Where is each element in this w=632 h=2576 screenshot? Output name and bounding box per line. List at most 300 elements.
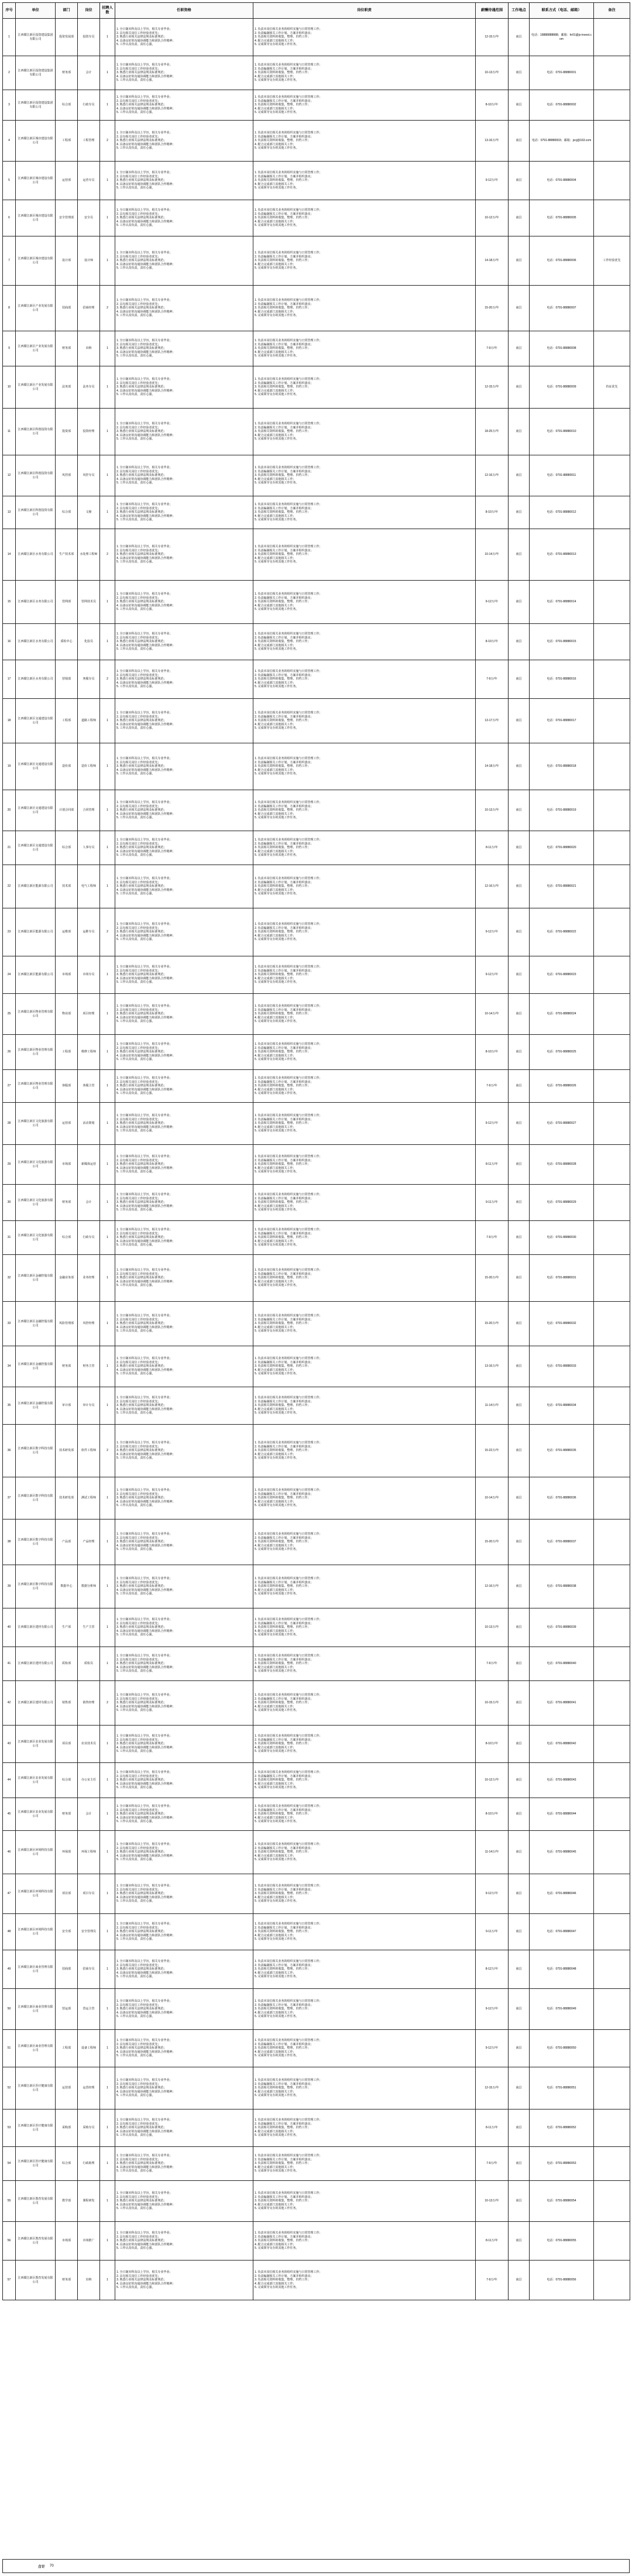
row-unit: 江西赣江新区建材有限公司 bbox=[16, 1608, 56, 1647]
row-count: 1 bbox=[100, 790, 115, 831]
row-note bbox=[594, 994, 630, 1035]
row-contact: 电话：0791-88880020 bbox=[530, 831, 594, 865]
row-duty: 1. 负责本岗位相关业务的组织实施与日常管理工作； 2. 负责编制相关工作计划、方案并组织落实； 3. 负责相关资料的收集、整理、归档工作； 4. 配合完成部门其他相关工作； 5. 完成领导交办的其他工作任务。 bbox=[253, 1425, 476, 1477]
row-place: 南昌 bbox=[509, 1681, 530, 1726]
row-qualification: 1. 全日制本科及以上学历，相关专业毕业； 2. 具有相关岗位工作经验者优先； 3. 熟悉行业相关法律法规及标准规范； 4. 具备良好的沟通协调能力和团队合作精神； 5. 工作认真负责，责任心强。 bbox=[115, 994, 253, 1035]
row-number: 48 bbox=[3, 1914, 16, 1950]
row-note bbox=[594, 1145, 630, 1185]
row-contact: 电话：0791-88880051 bbox=[530, 2067, 594, 2109]
row-note bbox=[594, 90, 630, 121]
header-row bbox=[3, 3, 630, 19]
row-contact: 电话：0791-88880034 bbox=[530, 1387, 594, 1425]
row-note bbox=[594, 1647, 630, 1681]
row-note bbox=[594, 699, 630, 743]
row-place: 南昌 bbox=[509, 2181, 530, 2222]
row-count: 1 bbox=[100, 865, 115, 908]
row-number: 32 bbox=[3, 1255, 16, 1302]
row-salary: 7-9万/年 bbox=[476, 1221, 509, 1255]
row-unit: 江西赣江新区科创投资有限公司 bbox=[16, 496, 56, 529]
row-contact: 电话：0791-88880024 bbox=[530, 994, 594, 1035]
table-row bbox=[3, 200, 630, 236]
row-duty: 1. 负责本岗位相关业务的组织实施与日常管理工作； 2. 负责编制相关工作计划、方案并组织落实； 3. 负责相关资料的收集、整理、归档工作； 4. 配合完成部门其他相关工作； 5. 完成领导交办的其他工作任务。 bbox=[253, 699, 476, 743]
row-duty: 1. 负责本岗位相关业务的组织实施与日常管理工作； 2. 负责编制相关工作计划、方案并组织落实； 3. 负责相关资料的收集、整理、归档工作； 4. 配合完成部门其他相关工作； 5. 完成领导交办的其他工作任务。 bbox=[253, 236, 476, 286]
row-count: 1 bbox=[100, 2109, 115, 2147]
row-contact: 电话：0791-88880036 bbox=[530, 1477, 594, 1519]
row-count: 1 bbox=[100, 200, 115, 236]
row-place: 南昌 bbox=[509, 581, 530, 624]
row-salary: 9-11万/年 bbox=[476, 1914, 509, 1950]
row-place: 南昌 bbox=[509, 1565, 530, 1608]
row-note bbox=[594, 865, 630, 908]
table-row bbox=[3, 994, 630, 1035]
row-contact: 电话：0791-88880022 bbox=[530, 908, 594, 956]
row-salary: 9-12万/年 bbox=[476, 1989, 509, 2030]
row-number: 45 bbox=[3, 1798, 16, 1831]
row-contact: 电话：0791-88880031 bbox=[530, 1255, 594, 1302]
row-note bbox=[594, 162, 630, 200]
row-note bbox=[594, 831, 630, 865]
row-unit: 江西赣江新区能源有限公司 bbox=[16, 865, 56, 908]
row-place: 南昌 bbox=[509, 1070, 530, 1103]
row-position: 人事专员 bbox=[78, 831, 100, 865]
row-salary: 9-12万/年 bbox=[476, 581, 509, 624]
row-place: 南昌 bbox=[509, 496, 530, 529]
row-salary: 11-14万/年 bbox=[476, 1387, 509, 1425]
table-row bbox=[3, 1798, 630, 1831]
table-row bbox=[3, 1302, 630, 1346]
row-duty: 1. 负责本岗位相关业务的组织实施与日常管理工作； 2. 负责编制相关工作计划、方案并组织落实； 3. 负责相关资料的收集、整理、归档工作； 4. 配合完成部门其他相关工作； 5. 完成领导交办的其他工作任务。 bbox=[253, 90, 476, 121]
row-qualification: 1. 全日制本科及以上学历，相关专业毕业； 2. 具有相关岗位工作经验者优先； 3. 熟悉行业相关法律法规及标准规范； 4. 具备良好的沟通协调能力和团队合作精神； 5. 工作认真负责，责任心强。 bbox=[115, 366, 253, 409]
row-position: 市场专员 bbox=[78, 956, 100, 994]
row-qualification: 1. 全日制本科及以上学历，相关专业毕业； 2. 具有相关岗位工作经验者优先； 3. 熟悉行业相关法律法规及标准规范； 4. 具备良好的沟通协调能力和团队合作精神； 5. 工作认真负责，责任心强。 bbox=[115, 2109, 253, 2147]
row-number: 23 bbox=[3, 908, 16, 956]
row-contact: 电话：0791-88880015 bbox=[530, 624, 594, 660]
row-number: 1 bbox=[3, 19, 16, 56]
row-position: 财务主管 bbox=[78, 1346, 100, 1387]
row-salary: 9-12万/年 bbox=[476, 956, 509, 994]
row-count: 1 bbox=[100, 1185, 115, 1221]
row-count: 2 bbox=[100, 1425, 115, 1477]
row-qualification: 1. 全日制本科及以上学历，相关专业毕业； 2. 具有相关岗位工作经验者优先； 3. 熟悉行业相关法律法规及标准规范； 4. 具备良好的沟通协调能力和团队合作精神； 5. 工作认真负责，责任心强。 bbox=[115, 56, 253, 90]
row-qualification: 1. 全日制本科及以上学历，相关专业毕业； 2. 具有相关岗位工作经验者优先； 3. 熟悉行业相关法律法规及标准规范； 4. 具备良好的沟通协调能力和团队合作精神； 5. 工作认真负责，责任心强。 bbox=[115, 162, 253, 200]
row-note bbox=[594, 1798, 630, 1831]
row-contact: 电话：0791-88880029 bbox=[530, 1185, 594, 1221]
table-row bbox=[3, 2109, 630, 2147]
row-unit: 江西赣江新区水务有限公司 bbox=[16, 624, 56, 660]
row-salary: 7-9万/年 bbox=[476, 2261, 509, 2300]
row-note bbox=[594, 1763, 630, 1798]
row-number: 3 bbox=[3, 90, 16, 121]
row-contact: 电话：0791-88880016 bbox=[530, 660, 594, 699]
row-contact: 电话：0791-88880010 bbox=[530, 409, 594, 455]
row-salary: 10-14万/年 bbox=[476, 1477, 509, 1519]
row-duty: 1. 负责本岗位相关业务的组织实施与日常管理工作； 2. 负责编制相关工作计划、方案并组织落实； 3. 负责相关资料的收集、整理、归档工作； 4. 配合完成部门其他相关工作； 5. 完成领导交办的其他工作任务。 bbox=[253, 1145, 476, 1185]
table-row bbox=[3, 831, 630, 865]
row-number: 14 bbox=[3, 529, 16, 581]
row-dept: 投资发展部 bbox=[56, 19, 78, 56]
row-qualification: 1. 全日制本科及以上学历，相关专业毕业； 2. 具有相关岗位工作经验者优先； 3. 熟悉行业相关法律法规及标准规范； 4. 具备良好的沟通协调能力和团队合作精神； 5. 工作认真负责，责任心强。 bbox=[115, 121, 253, 162]
row-qualification: 1. 全日制本科及以上学历，相关专业毕业； 2. 具有相关岗位工作经验者优先； 3. 熟悉行业相关法律法规及标准规范； 4. 具备良好的沟通协调能力和团队合作精神； 5. 工作认真负责，责任心强。 bbox=[115, 1185, 253, 1221]
row-qualification: 1. 全日制本科及以上学历，相关专业毕业； 2. 具有相关岗位工作经验者优先； 3. 熟悉行业相关法律法规及标准规范； 4. 具备良好的沟通协调能力和团队合作精神； 5. 工作认真负责，责任心强。 bbox=[115, 331, 253, 366]
row-number: 25 bbox=[3, 994, 16, 1035]
table-row bbox=[3, 162, 630, 200]
row-count: 2 bbox=[100, 529, 115, 581]
row-number: 16 bbox=[3, 624, 16, 660]
header-duty: 岗位职责 bbox=[253, 3, 476, 19]
row-place: 南昌 bbox=[509, 286, 530, 331]
table-row bbox=[3, 699, 630, 743]
row-duty: 1. 负责本岗位相关业务的组织实施与日常管理工作； 2. 负责编制相关工作计划、方案并组织落实； 3. 负责相关资料的收集、整理、归档工作； 4. 配合完成部门其他相关工作； 5. 完成领导交办的其他工作任务。 bbox=[253, 1874, 476, 1914]
row-unit: 江西赣江新区产业发展有限公司 bbox=[16, 366, 56, 409]
row-note bbox=[594, 1477, 630, 1519]
row-dept: 财务部 bbox=[56, 1798, 78, 1831]
row-position: 营运主管 bbox=[78, 1989, 100, 2030]
row-salary: 12-16万/年 bbox=[476, 1565, 509, 1608]
table-row bbox=[3, 1070, 630, 1103]
row-contact: 电话：0791-88880013 bbox=[530, 529, 594, 581]
row-unit: 江西赣江新区金融控股有限公司 bbox=[16, 1387, 56, 1425]
table-row bbox=[3, 1477, 630, 1519]
row-dept: 教学部 bbox=[56, 2181, 78, 2222]
row-position: 会计 bbox=[78, 56, 100, 90]
row-count: 1 bbox=[100, 2222, 115, 2261]
row-number: 51 bbox=[3, 2030, 16, 2067]
row-dept: 综合部 bbox=[56, 496, 78, 529]
row-place: 南昌 bbox=[509, 2067, 530, 2109]
row-place: 南昌 bbox=[509, 908, 530, 956]
row-salary: 9-12万/年 bbox=[476, 2030, 509, 2067]
row-contact: 电话：0791-88880042 bbox=[530, 1726, 594, 1763]
row-contact: 电话：0791-88880001 bbox=[530, 56, 594, 90]
table-row bbox=[3, 743, 630, 790]
row-number: 38 bbox=[3, 1519, 16, 1565]
row-dept: 市场部 bbox=[56, 1145, 78, 1185]
row-dept: 市场部 bbox=[56, 2222, 78, 2261]
header-dept: 部门 bbox=[56, 3, 78, 19]
row-position: 招商专员 bbox=[78, 1950, 100, 1989]
row-salary: 8-11万/年 bbox=[476, 1145, 509, 1185]
row-salary: 13-16万/年 bbox=[476, 121, 509, 162]
row-place: 南昌 bbox=[509, 1831, 530, 1874]
row-qualification: 1. 全日制本科及以上学历，相关专业毕业； 2. 具有相关岗位工作经验者优先； 3. 熟悉行业相关法律法规及标准规范； 4. 具备良好的沟通协调能力和团队合作精神； 5. 工作认真负责，责任心强。 bbox=[115, 624, 253, 660]
header-contact: 联系方式（电话、邮箱） bbox=[530, 3, 594, 19]
row-count: 2 bbox=[100, 660, 115, 699]
row-unit: 江西赣江新区城市建设有限公司 bbox=[16, 162, 56, 200]
row-dept: 招商部 bbox=[56, 286, 78, 331]
row-count: 1 bbox=[100, 956, 115, 994]
row-place: 南昌 bbox=[509, 56, 530, 90]
row-duty: 1. 负责本岗位相关业务的组织实施与日常管理工作； 2. 负责编制相关工作计划、方案并组织落实； 3. 负责相关资料的收集、整理、归档工作； 4. 配合完成部门其他相关工作； 5. 完成领导交办的其他工作任务。 bbox=[253, 286, 476, 331]
row-unit: 江西赣江新区金融控股有限公司 bbox=[16, 1255, 56, 1302]
row-salary: 10-12万/年 bbox=[476, 200, 509, 236]
row-contact: 电话：0791-88880052 bbox=[530, 2109, 594, 2147]
row-qualification: 1. 全日制本科及以上学历，相关专业毕业； 2. 具有相关岗位工作经验者优先； 3. 熟悉行业相关法律法规及标准规范； 4. 具备良好的沟通协调能力和团队合作精神； 5. 工作认真负责，责任心强。 bbox=[115, 1565, 253, 1608]
header-qualification: 任职资格 bbox=[115, 3, 253, 19]
row-contact: 电话：0791-88880008 bbox=[530, 331, 594, 366]
row-salary: 12-16万/年 bbox=[476, 455, 509, 496]
row-number: 13 bbox=[3, 496, 16, 529]
row-duty: 1. 负责本岗位相关业务的组织实施与日常管理工作； 2. 负责编制相关工作计划、方案并组织落实； 3. 负责相关资料的收集、整理、归档工作； 4. 配合完成部门其他相关工作； 5. 完成领导交办的其他工作任务。 bbox=[253, 1831, 476, 1874]
row-note bbox=[594, 2181, 630, 2222]
row-contact: 电话：0791-88880002 bbox=[530, 90, 594, 121]
row-dept: 风控部 bbox=[56, 455, 78, 496]
row-contact: 电话：0791-88880030 bbox=[530, 1221, 594, 1255]
row-number: 27 bbox=[3, 1070, 16, 1103]
row-unit: 江西赣江新区数字科技有限公司 bbox=[16, 1565, 56, 1608]
row-count: 1 bbox=[100, 1726, 115, 1763]
header-unit: 单位 bbox=[16, 3, 56, 19]
row-dept: 财务部 bbox=[56, 331, 78, 366]
row-place: 南昌 bbox=[509, 790, 530, 831]
row-count: 1 bbox=[100, 581, 115, 624]
row-position: 课程研发 bbox=[78, 2181, 100, 2222]
row-number: 9 bbox=[3, 331, 16, 366]
row-salary: 9-12万/年 bbox=[476, 1874, 509, 1914]
row-contact: 电话：0791-88880009 bbox=[530, 366, 594, 409]
row-count: 1 bbox=[100, 1989, 115, 2030]
row-position: 农业技术员 bbox=[78, 1726, 100, 1763]
row-contact: 电话：0791-88880027 bbox=[530, 1103, 594, 1145]
row-dept: 综合部 bbox=[56, 2147, 78, 2181]
row-note bbox=[594, 331, 630, 366]
row-count: 1 bbox=[100, 1387, 115, 1425]
row-dept: 物业部 bbox=[56, 994, 78, 1035]
row-number: 44 bbox=[3, 1763, 16, 1798]
row-dept: 技术研发部 bbox=[56, 1477, 78, 1519]
table-row bbox=[3, 496, 630, 529]
row-position: 造价工程师 bbox=[78, 743, 100, 790]
row-number: 37 bbox=[3, 1477, 16, 1519]
row-salary: 14-18万/年 bbox=[476, 236, 509, 286]
row-salary: 12-15万/年 bbox=[476, 19, 509, 56]
row-duty: 1. 负责本岗位相关业务的组织实施与日常管理工作； 2. 负责编制相关工作计划、方案并组织落实； 3. 负责相关资料的收集、整理、归档工作； 4. 配合完成部门其他相关工作； 5. 完成领导交办的其他工作任务。 bbox=[253, 2181, 476, 2222]
row-salary: 8-11万/年 bbox=[476, 2109, 509, 2147]
footer-label: 合计 bbox=[38, 2565, 46, 2569]
row-duty: 1. 负责本岗位相关业务的组织实施与日常管理工作； 2. 负责编制相关工作计划、方案并组织落实； 3. 负责相关资料的收集、整理、归档工作； 4. 配合完成部门其他相关工作； 5. 完成领导交办的其他工作任务。 bbox=[253, 956, 476, 994]
row-position: 测试工程师 bbox=[78, 1477, 100, 1519]
row-unit: 江西赣江新区能源有限公司 bbox=[16, 956, 56, 994]
row-count: 1 bbox=[100, 496, 115, 529]
row-place: 南昌 bbox=[509, 831, 530, 865]
row-contact: 电话：0791-88880021 bbox=[530, 865, 594, 908]
row-contact: 电话：0791-88880055 bbox=[530, 2222, 594, 2261]
row-position: 法务专员 bbox=[78, 366, 100, 409]
header-place: 工作地点 bbox=[509, 3, 530, 19]
row-count: 1 bbox=[100, 2147, 115, 2181]
row-unit: 江西赣江新区教育发展有限公司 bbox=[16, 2261, 56, 2300]
table-row bbox=[3, 1387, 630, 1425]
row-salary: 8-12万/年 bbox=[476, 1950, 509, 1989]
row-qualification: 1. 全日制本科及以上学历，相关专业毕业； 2. 具有相关岗位工作经验者优先； 3. 熟悉行业相关法律法规及标准规范； 4. 具备良好的沟通协调能力和团队合作精神； 5. 工作认真负责，责任心强。 bbox=[115, 1103, 253, 1145]
row-note bbox=[594, 1302, 630, 1346]
table-row bbox=[3, 1647, 630, 1681]
footer-total: 70 bbox=[50, 2564, 54, 2568]
row-salary: 10-13万/年 bbox=[476, 2181, 509, 2222]
row-note bbox=[594, 1989, 630, 2030]
row-count: 1 bbox=[100, 1950, 115, 1989]
row-count: 1 bbox=[100, 1302, 115, 1346]
row-count: 1 bbox=[100, 90, 115, 121]
row-qualification: 1. 全日制本科及以上学历，相关专业毕业； 2. 具有相关岗位工作经验者优先； 3. 熟悉行业相关法律法规及标准规范； 4. 具备良好的沟通协调能力和团队合作精神； 5. 工作认真负责，责任心强。 bbox=[115, 409, 253, 455]
row-count: 1 bbox=[100, 409, 115, 455]
row-qualification: 1. 全日制本科及以上学历，相关专业毕业； 2. 具有相关岗位工作经验者优先； 3. 熟悉行业相关法律法规及标准规范； 4. 具备良好的沟通协调能力和团队合作精神； 5. 工作认真负责，责任心强。 bbox=[115, 455, 253, 496]
header-note: 备注 bbox=[594, 3, 630, 19]
row-number: 7 bbox=[3, 236, 16, 286]
row-unit: 江西赣江新区商业管理有限公司 bbox=[16, 1989, 56, 2030]
row-dept: 工程部 bbox=[56, 2030, 78, 2067]
row-note bbox=[594, 19, 630, 56]
row-number: 54 bbox=[3, 2147, 16, 2181]
row-unit: 江西赣江新区文化旅游有限公司 bbox=[16, 1103, 56, 1145]
header-no: 序号 bbox=[3, 3, 16, 19]
row-position: 会计 bbox=[78, 1185, 100, 1221]
table-row bbox=[3, 1221, 630, 1255]
row-count: 1 bbox=[100, 1914, 115, 1950]
row-number: 2 bbox=[3, 56, 16, 90]
row-position: 水处理工程师 bbox=[78, 529, 100, 581]
row-contact: 电话：0791-88880014 bbox=[530, 581, 594, 624]
table-row bbox=[3, 529, 630, 581]
row-count: 1 bbox=[100, 1519, 115, 1565]
row-duty: 1. 负责本岗位相关业务的组织实施与日常管理工作； 2. 负责编制相关工作计划、方案并组织落实； 3. 负责相关资料的收集、整理、归档工作； 4. 配合完成部门其他相关工作； 5. 完成领导交办的其他工作任务。 bbox=[253, 1519, 476, 1565]
row-position: 工程管理 bbox=[78, 121, 100, 162]
row-note: 工作经验优先 bbox=[594, 236, 630, 286]
row-note bbox=[594, 1681, 630, 1726]
row-salary: 9-11万/年 bbox=[476, 1185, 509, 1221]
row-contact: 电话：0791-88880047 bbox=[530, 1914, 594, 1950]
row-position: 招商经理 bbox=[78, 286, 100, 331]
row-count: 1 bbox=[100, 831, 115, 865]
row-note bbox=[594, 908, 630, 956]
row-duty: 1. 负责本岗位相关业务的组织实施与日常管理工作； 2. 负责编制相关工作计划、方案并组织落实； 3. 负责相关资料的收集、整理、归档工作； 4. 配合完成部门其他相关工作； 5. 完成领导交办的其他工作任务。 bbox=[253, 1914, 476, 1950]
row-qualification: 1. 全日制本科及以上学历，相关专业毕业； 2. 具有相关岗位工作经验者优先； 3. 熟悉行业相关法律法规及标准规范； 4. 具备良好的沟通协调能力和团队合作精神； 5. 工作认真负责，责任心强。 bbox=[115, 1035, 253, 1070]
row-position: 设备工程师 bbox=[78, 2030, 100, 2067]
recruitment-table bbox=[2, 2, 630, 2300]
table-row bbox=[3, 1519, 630, 1565]
row-contact: 电话：0791-88880032 bbox=[530, 1302, 594, 1346]
row-place: 南昌 bbox=[509, 2147, 530, 2181]
row-note bbox=[594, 1070, 630, 1103]
row-unit: 江西赣江新区环境科技有限公司 bbox=[16, 1831, 56, 1874]
row-number: 18 bbox=[3, 699, 16, 743]
row-dept: 法务部 bbox=[56, 366, 78, 409]
row-contact: 电话：0791-88880045 bbox=[530, 1831, 594, 1874]
row-qualification: 1. 全日制本科及以上学历，相关专业毕业； 2. 具有相关岗位工作经验者优先； 3. 熟悉行业相关法律法规及标准规范； 4. 具备良好的沟通协调能力和团队合作精神； 5. 工作认真负责，责任心强。 bbox=[115, 1798, 253, 1831]
row-contact: 电话：0791-88880026 bbox=[530, 1070, 594, 1103]
row-note bbox=[594, 409, 630, 455]
row-place: 南昌 bbox=[509, 743, 530, 790]
table-row bbox=[3, 236, 630, 286]
row-contact: 电话：0791-88880023 bbox=[530, 956, 594, 994]
row-number: 5 bbox=[3, 162, 16, 200]
row-number: 56 bbox=[3, 2222, 16, 2261]
row-qualification: 1. 全日制本科及以上学历，相关专业毕业； 2. 具有相关岗位工作经验者优先； 3. 熟悉行业相关法律法规及标准规范； 4. 具备良好的沟通协调能力和团队合作精神； 5. 工作认真负责，责任心强。 bbox=[115, 790, 253, 831]
row-qualification: 1. 全日制本科及以上学历，相关专业毕业； 2. 具有相关岗位工作经验者优先； 3. 熟悉行业相关法律法规及标准规范； 4. 具备良好的沟通协调能力和团队合作精神； 5. 工作认真负责，责任心强。 bbox=[115, 1255, 253, 1302]
row-position: 活动策划 bbox=[78, 1103, 100, 1145]
row-dept: 销售部 bbox=[56, 1681, 78, 1726]
row-qualification: 1. 全日制本科及以上学历，相关专业毕业； 2. 具有相关岗位工作经验者优先； 3. 熟悉行业相关法律法规及标准规范； 4. 具备良好的沟通协调能力和团队合作精神； 5. 工作认真负责，责任心强。 bbox=[115, 2261, 253, 2300]
row-dept: 综合部 bbox=[56, 1763, 78, 1798]
row-position: 新媒体运营 bbox=[78, 1145, 100, 1185]
row-duty: 1. 负责本岗位相关业务的组织实施与日常管理工作； 2. 负责编制相关工作计划、方案并组织落实； 3. 负责相关资料的收集、整理、归档工作； 4. 配合完成部门其他相关工作； 5. 完成领导交办的其他工作任务。 bbox=[253, 1477, 476, 1519]
row-contact: 电话：0791-88880043 bbox=[530, 1763, 594, 1798]
row-position: 审计专员 bbox=[78, 1387, 100, 1425]
row-note bbox=[594, 2109, 630, 2147]
row-duty: 1. 负责本岗位相关业务的组织实施与日常管理工作； 2. 负责编制相关工作计划、方案并组织落实； 3. 负责相关资料的收集、整理、归档工作； 4. 配合完成部门其他相关工作； 5. 完成领导交办的其他工作任务。 bbox=[253, 743, 476, 790]
row-place: 南昌 bbox=[509, 2222, 530, 2261]
row-qualification: 1. 全日制本科及以上学历，相关专业毕业； 2. 具有相关岗位工作经验者优先； 3. 熟悉行业相关法律法规及标准规范； 4. 具备良好的沟通协调能力和团队合作精神； 5. 工作认真负责，责任心强。 bbox=[115, 1519, 253, 1565]
row-note bbox=[594, 1608, 630, 1647]
row-place: 南昌 bbox=[509, 1726, 530, 1763]
table-row bbox=[3, 1989, 630, 2030]
table-row bbox=[3, 1346, 630, 1387]
row-number: 41 bbox=[3, 1647, 16, 1681]
row-duty: 1. 负责本岗位相关业务的组织实施与日常管理工作； 2. 负责编制相关工作计划、方案并组织落实； 3. 负责相关资料的收集、整理、归档工作； 4. 配合完成部门其他相关工作； 5. 完成领导交办的其他工作任务。 bbox=[253, 455, 476, 496]
table-row bbox=[3, 581, 630, 624]
row-note bbox=[594, 121, 630, 162]
row-note bbox=[594, 1914, 630, 1950]
row-count: 1 bbox=[100, 2030, 115, 2067]
row-unit: 江西赣江新区医疗健康有限公司 bbox=[16, 2067, 56, 2109]
row-contact: 电话：0791-88880040 bbox=[530, 1647, 594, 1681]
table-row bbox=[3, 409, 630, 455]
row-position: 环保工程师 bbox=[78, 1831, 100, 1874]
row-count: 1 bbox=[100, 1831, 115, 1874]
row-qualification: 1. 全日制本科及以上学历，相关专业毕业； 2. 具有相关岗位工作经验者优先； 3. 熟悉行业相关法律法规及标准规范； 4. 具备良好的沟通协调能力和团队合作精神； 5. 工作认真负责，责任心强。 bbox=[115, 1145, 253, 1185]
row-contact: 电话：0791-88880011 bbox=[530, 455, 594, 496]
row-count: 1 bbox=[100, 1346, 115, 1387]
row-contact: 电话：0791-88880018 bbox=[530, 743, 594, 790]
row-unit: 江西赣江新区交通建设有限公司 bbox=[16, 831, 56, 865]
row-qualification: 1. 全日制本科及以上学历，相关专业毕业； 2. 具有相关岗位工作经验者优先； 3. 熟悉行业相关法律法规及标准规范； 4. 具备良好的沟通协调能力和团队合作精神； 5. 工作认真负责，责任心强。 bbox=[115, 496, 253, 529]
row-unit: 江西赣江新区水务有限公司 bbox=[16, 660, 56, 699]
row-note bbox=[594, 56, 630, 90]
row-qualification: 1. 全日制本科及以上学历，相关专业毕业； 2. 具有相关岗位工作经验者优先； 3. 熟悉行业相关法律法规及标准规范； 4. 具备良好的沟通协调能力和团队合作精神； 5. 工作认真负责，责任心强。 bbox=[115, 1950, 253, 1989]
row-salary: 10-14万/年 bbox=[476, 994, 509, 1035]
row-position: 客服主管 bbox=[78, 1070, 100, 1103]
row-dept: 综合部 bbox=[56, 1221, 78, 1255]
row-contact: 电话：0791-88880017 bbox=[530, 699, 594, 743]
row-unit: 江西赣江新区科创投资有限公司 bbox=[16, 455, 56, 496]
row-note bbox=[594, 1831, 630, 1874]
row-count: 1 bbox=[100, 1608, 115, 1647]
row-place: 南昌 bbox=[509, 1950, 530, 1989]
row-number: 19 bbox=[3, 743, 16, 790]
row-position: 风控专员 bbox=[78, 455, 100, 496]
row-place: 南昌 bbox=[509, 90, 530, 121]
table-row bbox=[3, 2222, 630, 2261]
row-salary: 10-15万/年 bbox=[476, 1681, 509, 1726]
row-count: 1 bbox=[100, 994, 115, 1035]
row-duty: 1. 负责本岗位相关业务的组织实施与日常管理工作； 2. 负责编制相关工作计划、方案并组织落实； 3. 负责相关资料的收集、整理、归档工作； 4. 配合完成部门其他相关工作； 5. 完成领导交办的其他工作任务。 bbox=[253, 56, 476, 90]
row-place: 南昌 bbox=[509, 1763, 530, 1798]
row-contact: 电话：0791-88880048 bbox=[530, 1950, 594, 1989]
row-number: 47 bbox=[3, 1874, 16, 1914]
row-salary: 10-13万/年 bbox=[476, 1608, 509, 1647]
row-duty: 1. 负责本岗位相关业务的组织实施与日常管理工作； 2. 负责编制相关工作计划、方案并组织落实； 3. 负责相关资料的收集、整理、归档工作； 4. 配合完成部门其他相关工作； 5. 完成领导交办的其他工作任务。 bbox=[253, 1346, 476, 1387]
row-position: 投资专员 bbox=[78, 19, 100, 56]
row-duty: 1. 负责本岗位相关业务的组织实施与日常管理工作； 2. 负责编制相关工作计划、方案并组织落实； 3. 负责相关资料的收集、整理、归档工作； 4. 配合完成部门其他相关工作； 5. 完成领导交办的其他工作任务。 bbox=[253, 331, 476, 366]
row-place: 南昌 bbox=[509, 1914, 530, 1950]
row-qualification: 1. 全日制本科及以上学历，相关专业毕业； 2. 具有相关岗位工作经验者优先； 3. 熟悉行业相关法律法规及标准规范； 4. 具备良好的沟通协调能力和团队合作精神； 5. 工作认真负责，责任心强。 bbox=[115, 1346, 253, 1387]
row-note bbox=[594, 1255, 630, 1302]
row-count: 1 bbox=[100, 699, 115, 743]
row-place: 南昌 bbox=[509, 1103, 530, 1145]
row-salary: 9-12万/年 bbox=[476, 1103, 509, 1145]
row-dept: 技术研发部 bbox=[56, 1425, 78, 1477]
header-count: 招聘人数 bbox=[100, 3, 115, 19]
row-duty: 1. 负责本岗位相关业务的组织实施与日常管理工作； 2. 负责编制相关工作计划、方案并组织落实； 3. 负责相关资料的收集、整理、归档工作； 4. 配合完成部门其他相关工作； 5. 完成领导交办的其他工作任务。 bbox=[253, 624, 476, 660]
